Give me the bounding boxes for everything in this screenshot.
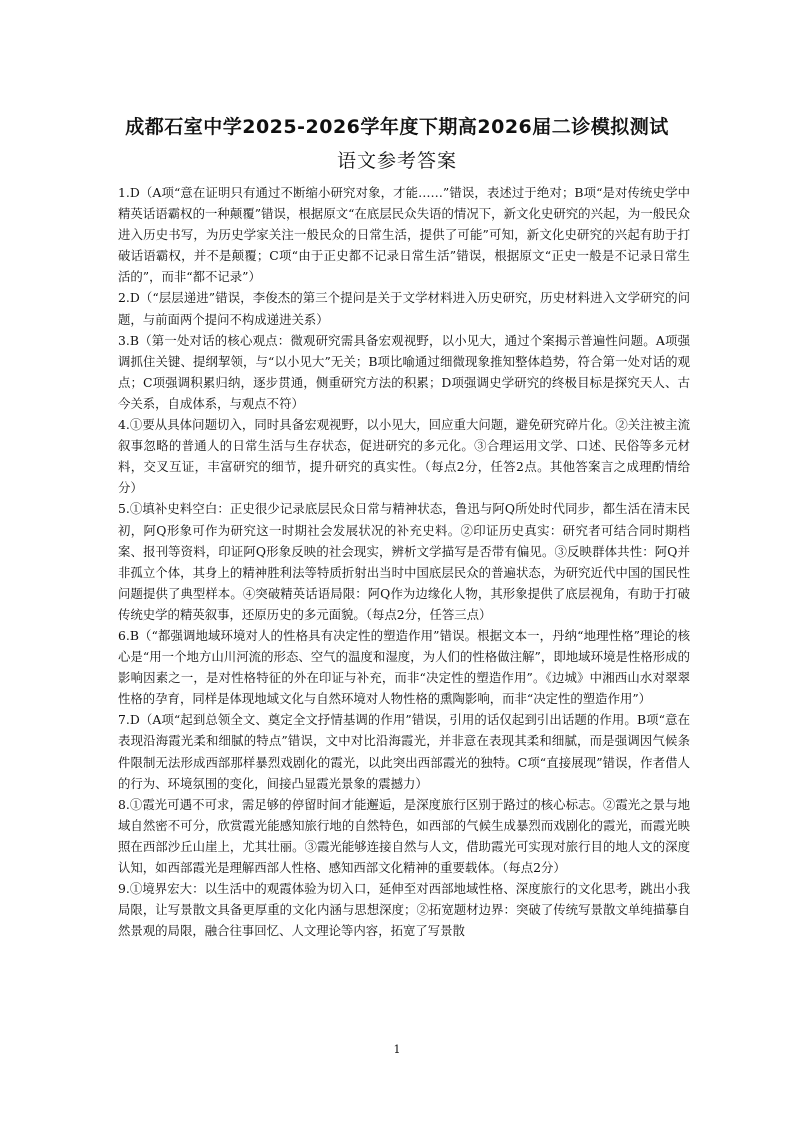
answer-3: 3.B（第一处对话的核心观点：微观研究需具备宏观视野，以小见大，通过个案揭示普遍性问题。A项强调抓住关键、提纲挈领，与“以小见大”无关；B项比喻通过细微现象推知整体趋势，符合第一处对话的观点；C项强调积累归纳，逐步贯通，侧重研究方法的积累；D项强调史学研究的终极目标是探究天人、古今关系，自成体系，与观点不符）: [118, 332, 690, 411]
answer-2: 2.D（“层层递进”错误，李俊杰的第三个提问是关于文学材料进入历史研究，历史材料进入文学研究的问题，与前面两个提问不构成递进关系）: [118, 290, 690, 327]
document-title: 成都石室中学2025-2026学年度下期高2026届二诊模拟测试: [125, 116, 669, 138]
answer-list: [118, 182, 690, 941]
answer-7: 7.D（A项“起到总领全文、奠定全文抒情基调的作用”错误，引用的话仅起到引出话题的作用。B项“意在表现沿海霞光柔和细腻的特点”错误，文中对比沿海霞光，并非意在表现其柔和细腻，而是强调因气候条件限制无法形成西部那样暴烈戏剧化的霞光，以此突出西部霞光的独特。C项“直接展现”错误，作者借人的行为、环境氛围的变化，间接凸显霞光景象的震撼力）: [118, 712, 690, 791]
document-subtitle: 语文参考答案: [336, 150, 457, 172]
answer-6: 6.B（“都强调地域环境对人的性格具有决定性的塑造作用”错误。根据文本一，丹纳“地理性格”理论的核心是“用一个地方山川河流的形态、空气的温度和湿度，为人们的性格做注解”，即地域环境是性格形成的影响因素之一，是对性格特征的外在印证与补充，而非“决定性的塑造作用”。《边城》中湘西山水对翠翠性格的孕育，同样是体现地域文化与自然环境对人物性格的熏陶影响，而非“决定性的塑造作用”）: [118, 627, 690, 707]
answer-4: 4.①要从具体问题切入，同时具备宏观视野，以小见大，回应重大问题，避免研究碎片化。②关注被主流叙事忽略的普通人的日常生活与生存状态，促进研究的多元化。③合理运用文学、口述、民俗等多元材料，交叉互证，丰富研究的细节，提升研究的真实性。（每点2分，任答2点。其他答案言之成理酌情给分）: [118, 417, 690, 496]
answer-1: 1.D（A项“意在证明只有通过不断缩小研究对象，才能……”错误，表述过于绝对；B项“是对传统史学中精英话语霸权的一种颠覆”错误，根据原文“在底层民众失语的情况下，新文化史研究的兴起，为一般民众进入历史书写，为历史学家关注一般民众的日常生活，提供了可能”可知，新文化史研究的兴起有助于打破话语霸权，并不是颠覆；C项“由于正史都不记录日常生活”错误，根据原文“正史一般是不记录日常生活的”，而非“都不记录”）: [118, 185, 690, 285]
answer-5: 5.①填补史料空白：正史很少记录底层民众日常与精神状态，鲁迅与阿Q所处时代同步，都生活在清末民初，阿Q形象可作为研究这一时期社会发展状况的补充史料。②印证历史真实：研究者可结合同时期档案、报刊等资料，印证阿Q形象反映的社会现实，辨析文学描写是否带有偏见。③反映群体共性：阿Q并非孤立个体，其身上的精神胜利法等特质折射出当时中国底层民众的普遍状态，为研究近代中国的国民性问题提供了典型样本。④突破精英话语局限：阿Q作为边缘化人物，其形象提供了底层视角，有助于打破传统史学的精英叙事，还原历史的多元面貌。（每点2分，任答三点）: [118, 501, 690, 622]
answer-9: 9.①境界宏大：以生活中的观霞体验为切入口，延伸至对西部地域性格、深度旅行的文化思考，跳出小我局限，让写景散文具备更厚重的文化内涵与思想深度；②拓宽题材边界：突破了传统写景散文单纯描摹自然景观的局限，融合往事回忆、人文理论等内容，拓宽了写景散: [118, 881, 690, 939]
answer-8: 8.①霞光可遇不可求，需足够的停留时间才能邂逅，是深度旅行区别于路过的核心标志。②霞光之景与地域自然密不可分，欣赏霞光能感知旅行地的自然特色，如西部的气候生成暴烈而戏剧化的霞光，而霞光映照在西部沙丘山崖上，尤其壮丽。③霞光能够连接自然与人文，借助霞光可实现对旅行目的地人文的深度认知，如西部霞光是理解西部人性格、感知西部文化精神的重要载体。（每点2分）: [118, 796, 690, 875]
page-number: 1: [393, 1043, 401, 1056]
